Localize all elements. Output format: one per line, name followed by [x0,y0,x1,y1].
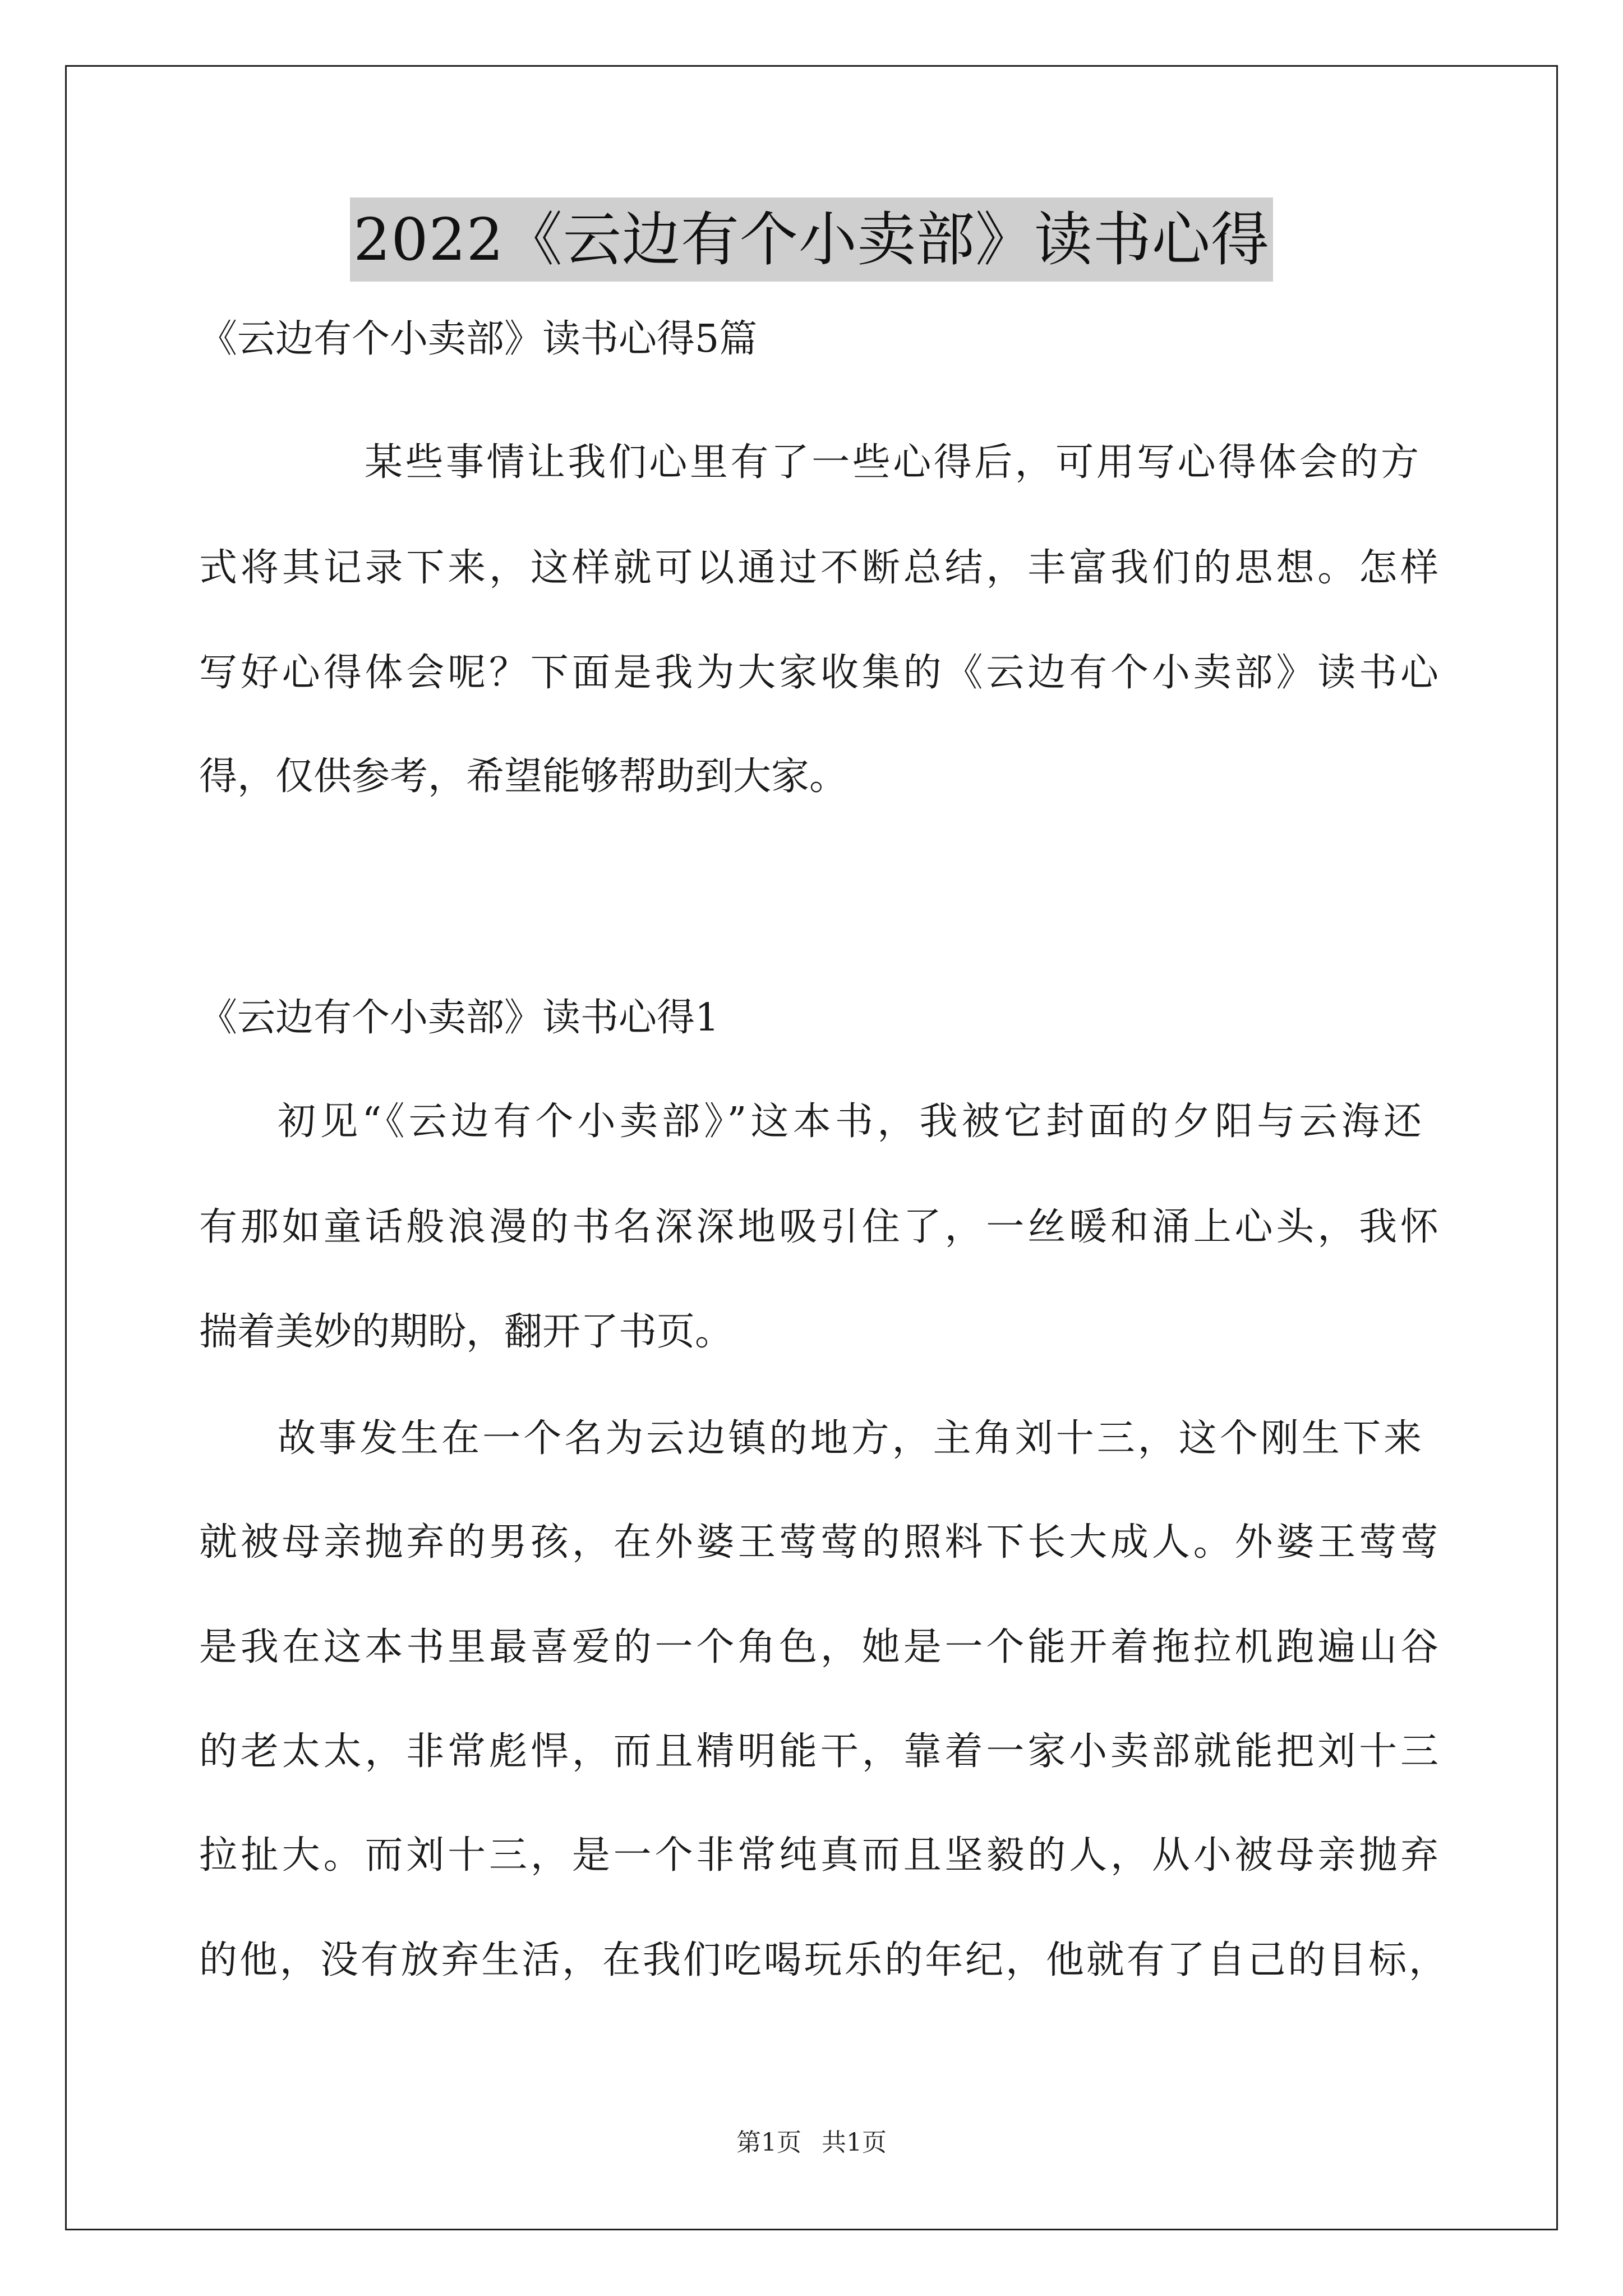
para1-line-2: 有那如童话般浪漫的书名深深地吸引住了，一丝暖和涌上心头，我怀 [199,1205,1438,1249]
page-total: 共1页 [822,2128,887,2157]
intro-line-4: 得，仅供参考，希望能够帮助到大家。 [199,754,848,799]
page-footer [0,2126,1623,2160]
para2-line-6: 的他，没有放弃生活，在我们吃喝玩乐的年纪，他就有了自己的目标， [199,1938,1447,1982]
page-number: 第1页 [736,2128,801,2157]
page-border [65,65,1558,2230]
title-container [0,197,1623,282]
document-subtitle: 《云边有个小卖部》读书心得5篇 [199,317,758,361]
document-title: 2022《云边有个小卖部》读书心得 [350,197,1273,282]
para2-line-5: 拉扯大。而刘十三，是一个非常纯真而且坚毅的人，从小被母亲抛弃 [199,1833,1438,1878]
para1-line-1: 初见“《云边有个小卖部》”这本书，我被它封面的夕阳与云海还 [278,1099,1422,1144]
para2-line-4: 的老太太，非常彪悍，而且精明能干，靠着一家小卖部就能把刘十三 [199,1729,1438,1774]
intro-line-1: 某些事情让我们心里有了一些心得后，可用写心得体会的方 [365,440,1419,485]
para2-line-3: 是我在这本书里最喜爱的一个角色，她是一个能开着拖拉机跑遍山谷 [199,1625,1438,1669]
section-heading: 《云边有个小卖部》读书心得1 [199,996,720,1040]
intro-line-3: 写好心得体会呢？下面是我为大家收集的《云边有个小卖部》读书心 [199,651,1438,695]
para2-line-1: 故事发生在一个名为云边镇的地方，主角刘十三，这个刚生下来 [278,1416,1422,1461]
para2-line-2: 就被母亲抛弃的男孩，在外婆王莺莺的照料下长大成人。外婆王莺莺 [199,1520,1438,1565]
intro-line-2: 式将其记录下来，这样就可以通过不断总结，丰富我们的思想。怎样 [199,546,1438,590]
para1-line-3: 揣着美妙的期盼，翻开了书页。 [199,1310,734,1354]
